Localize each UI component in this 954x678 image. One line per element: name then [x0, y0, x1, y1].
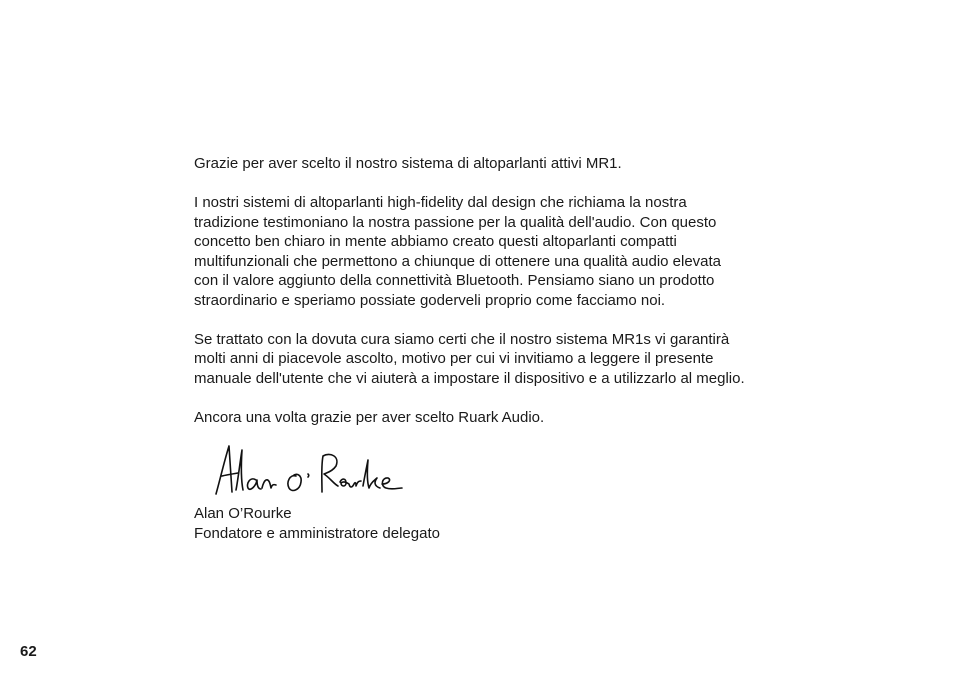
signer-block [194, 504, 440, 543]
signature-image [210, 440, 410, 500]
page-number: 62 [20, 643, 37, 660]
handwritten-signature [210, 440, 410, 500]
letter-paragraph-2: Se trattato con la dovuta cura siamo certi che il nostro sistema MR1s vi garantirà molti anni di piacevole ascolto, motivo per cui vi invitiamo a leggere il presente manuale dell'utente che vi aiuterà a impostare il dispositivo e a utilizzarlo al meglio. [194, 330, 745, 387]
letter-body [194, 154, 834, 427]
letter-paragraph-1: I nostri sistemi di altoparlanti high-fidelity dal design che richiama la nostra tradizione testimoniano la nostra passione per la qualità dell'audio. Con questo concetto ben chiaro in mente abbiamo creato questi altoparlanti compatti multifunzionali che permettono a chiunque di ottenere una qualità audio elevata con il valore aggiunto della connettività Bluetooth. Pensiamo siano un prodotto straordinario e speriamo possiate godervelі proprio come facciamo noi. [194, 194, 722, 309]
letter-greeting: Grazie per aver scelto il nostro sistema di altoparlanti attivi MR1. [194, 155, 622, 172]
signer-role: Fondatore e amministratore delegato [194, 524, 440, 542]
letter-closing: Ancora una volta grazie per aver scelto Ruark Audio. [194, 408, 545, 426]
signer-name: Alan O’Rourke [194, 505, 292, 522]
